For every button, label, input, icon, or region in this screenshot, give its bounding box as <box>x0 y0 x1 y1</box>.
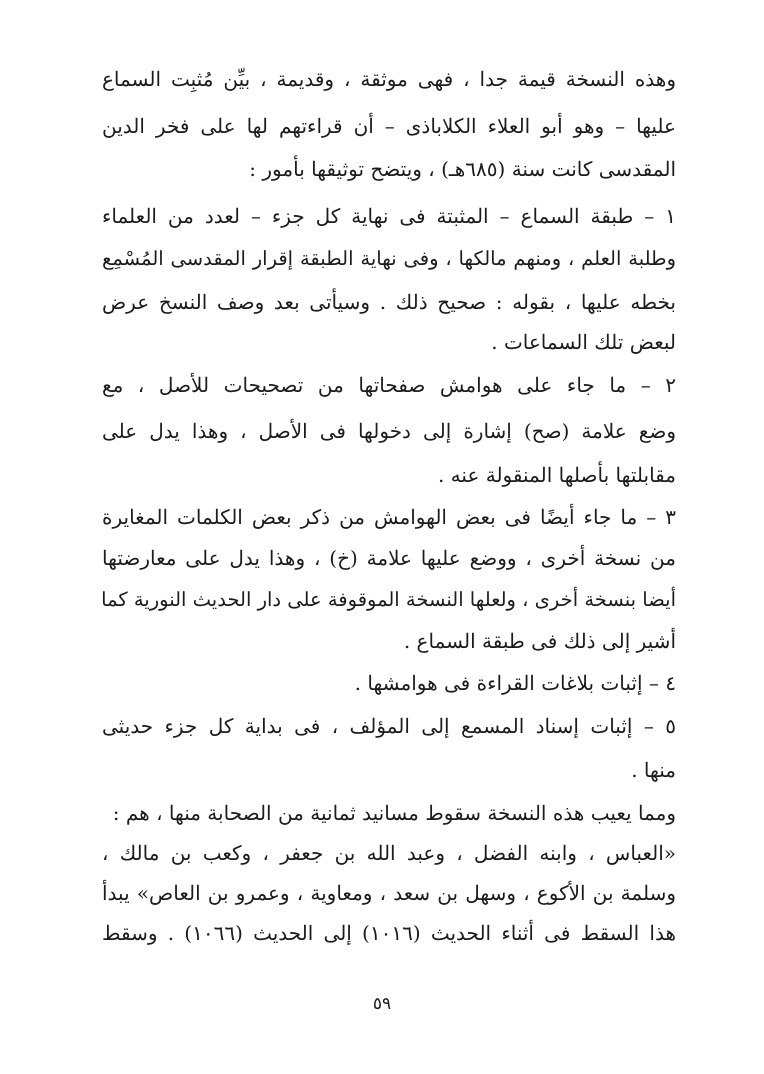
text-line: أيضا بنسخة أخرى ، ولعلها النسخة الموقوفة على دار الحديث النورية كما <box>101 588 676 611</box>
text-line: ٢ – ما جاء على هوامش صفحاتها من تصحيحات للأصل ، مع <box>102 373 676 397</box>
text-line: من نسخة أخرى ، ووضع عليها علامة (خ) ، وهذا يدل على معارضتها <box>102 546 676 570</box>
text-line: أشير إلى ذلك فى طبقة السماع . <box>403 629 676 653</box>
text-line: وهذه النسخة قيمة جدا ، فهى موثقة ، وقديمة ، بيِّن مُثبِت السماع <box>102 67 676 91</box>
page-number: ٥٩ <box>372 994 392 1014</box>
text-line: وطلبة العلم ، ومنهم مالكها ، وفى نهاية الطبقة إقرار المقدسى المُسْمِع <box>102 247 676 270</box>
text-line: ١ – طبقة السماع – المثبتة فى نهاية كل جزء – لعدد من العلماء <box>102 204 676 228</box>
text-line: هذا السقط فى أثناء الحديث (١٠١٦) إلى الحديث (١٠٦٦) . وسقط <box>102 921 677 945</box>
text-line: ومما يعيب هذه النسخة سقوط مسانيد ثمانية من الصحابة منها ، هم : <box>112 801 676 825</box>
text-line: وسلمة بن الأكوع ، وسهل بن سعد ، ومعاوية ، وعمرو بن العاص» يبدأ <box>102 881 676 905</box>
text-line: «العباس ، وابنه الفضل ، وعبد الله بن جعفر ، وكعب بن مالك ، <box>102 841 676 865</box>
text-line: وضع علامة (صح) إشارة إلى دخولها فى الأصل ، وهذا يدل على <box>102 419 676 443</box>
text-line: بخطه عليها ، بقوله : صحيح ذلك . وسيأتى بعد وصف النسخ عرض <box>102 290 676 314</box>
text-line: ٤ – إثبات بلاغات القراءة فى هوامشها . <box>354 671 676 695</box>
text-line: ٣ – ما جاء أيضًا فى بعض الهوامش من ذكر بعض الكلمات المغايرة <box>102 505 676 529</box>
text-line: ٥ – إثبات إسناد المسمع إلى المؤلف ، فى بداية كل جزء حديثى <box>102 714 676 738</box>
text-line: منها . <box>631 758 676 782</box>
text-line: عليها – وهو أبو العلاء الكلاباذى – أن قراءتهم لها على فخر الدين <box>102 114 676 138</box>
text-line: لبعض تلك السماعات . <box>491 330 676 354</box>
text-line: المقدسى كانت سنة (٦٨٥هـ) ، ويتضح توثيقها بأمور : <box>249 157 676 181</box>
text-line: مقابلتها بأصلها المنقولة عنه . <box>437 463 676 487</box>
